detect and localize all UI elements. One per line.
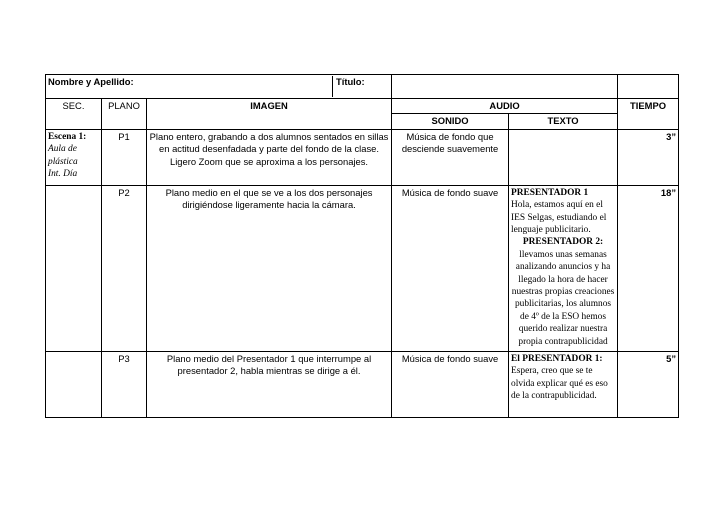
col-tiempo-header: TIEMPO — [618, 99, 679, 130]
dialogue-text: llevamos unas semanas analizando anuncios y ha llegado la hora de hacer nuestras propias creaciones publicitarias, los alumnos de 4º de la ESO hemos querido realizar nuestra propia contrapublicidad — [511, 249, 615, 347]
speaker-label: PRESENTADOR 2: — [522, 237, 604, 248]
sonido-cell: Música de fondo suave — [392, 185, 509, 351]
col-plano-header: PLANO — [102, 99, 147, 130]
name-title-row — [46, 75, 679, 99]
blank-cell — [618, 75, 679, 99]
texto-cell — [509, 351, 618, 417]
title-label: Título: — [332, 76, 365, 97]
speaker-label: El PRESENTADOR 1: — [511, 353, 603, 364]
imagen-cell: Plano medio en el que se ve a los dos personajes dirigiéndose ligeramente hacia la cámara. — [147, 185, 392, 351]
speaker-label: PRESENTADOR 1 — [511, 187, 589, 198]
sec-cell — [46, 351, 102, 417]
sec-cell — [46, 185, 102, 351]
tiempo-cell: 3” — [618, 129, 679, 185]
table-row — [46, 185, 679, 351]
scene-place: plástica — [48, 156, 78, 167]
table-row — [46, 129, 679, 185]
plano-cell: P3 — [102, 351, 147, 417]
imagen-cell: Plano medio del Presentador 1 que interrumpe al presentador 2, habla mientras se dirige a él. — [147, 351, 392, 417]
plano-cell: P2 — [102, 185, 147, 351]
tiempo-cell: 5” — [618, 351, 679, 417]
col-imagen-header: IMAGEN — [147, 99, 392, 130]
col-audio-header: AUDIO — [392, 99, 618, 114]
texto-cell — [509, 129, 618, 185]
dialogue-text: Hola, estamos aquí en el IES Selgas, estudiando el lenguaje publicitario. — [511, 200, 607, 236]
texto-cell — [509, 185, 618, 351]
col-sonido-header: SONIDO — [392, 114, 509, 129]
col-sec-header: SEC. — [46, 99, 102, 130]
script-table — [45, 74, 679, 418]
scene-label: Escena 1: — [48, 131, 87, 142]
plano-cell: P1 — [102, 129, 147, 185]
imagen-cell: Plano entero, grabando a dos alumnos sentados en sillas en actitud desenfadada y parte del fondo de la clase. Ligero Zoom que se aproxima a los personajes. — [147, 129, 392, 185]
sec-cell — [46, 129, 102, 185]
table-row — [46, 351, 679, 417]
name-label: Nombre y Apellido: — [48, 76, 134, 87]
header-row — [46, 99, 679, 114]
dialogue-text: Espera, creo que se te olvida explicar qué es eso de la contrapublicidad. — [511, 366, 608, 402]
col-texto-header: TEXTO — [509, 114, 618, 129]
name-field[interactable] — [46, 75, 392, 99]
tiempo-cell: 18” — [618, 185, 679, 351]
title-field[interactable] — [392, 75, 618, 99]
sonido-cell: Música de fondo suave — [392, 351, 509, 417]
sonido-cell: Música de fondo que desciende suavemente — [392, 129, 509, 185]
scene-place: Aula de — [48, 144, 77, 155]
scene-time: Int. Día — [48, 169, 78, 180]
